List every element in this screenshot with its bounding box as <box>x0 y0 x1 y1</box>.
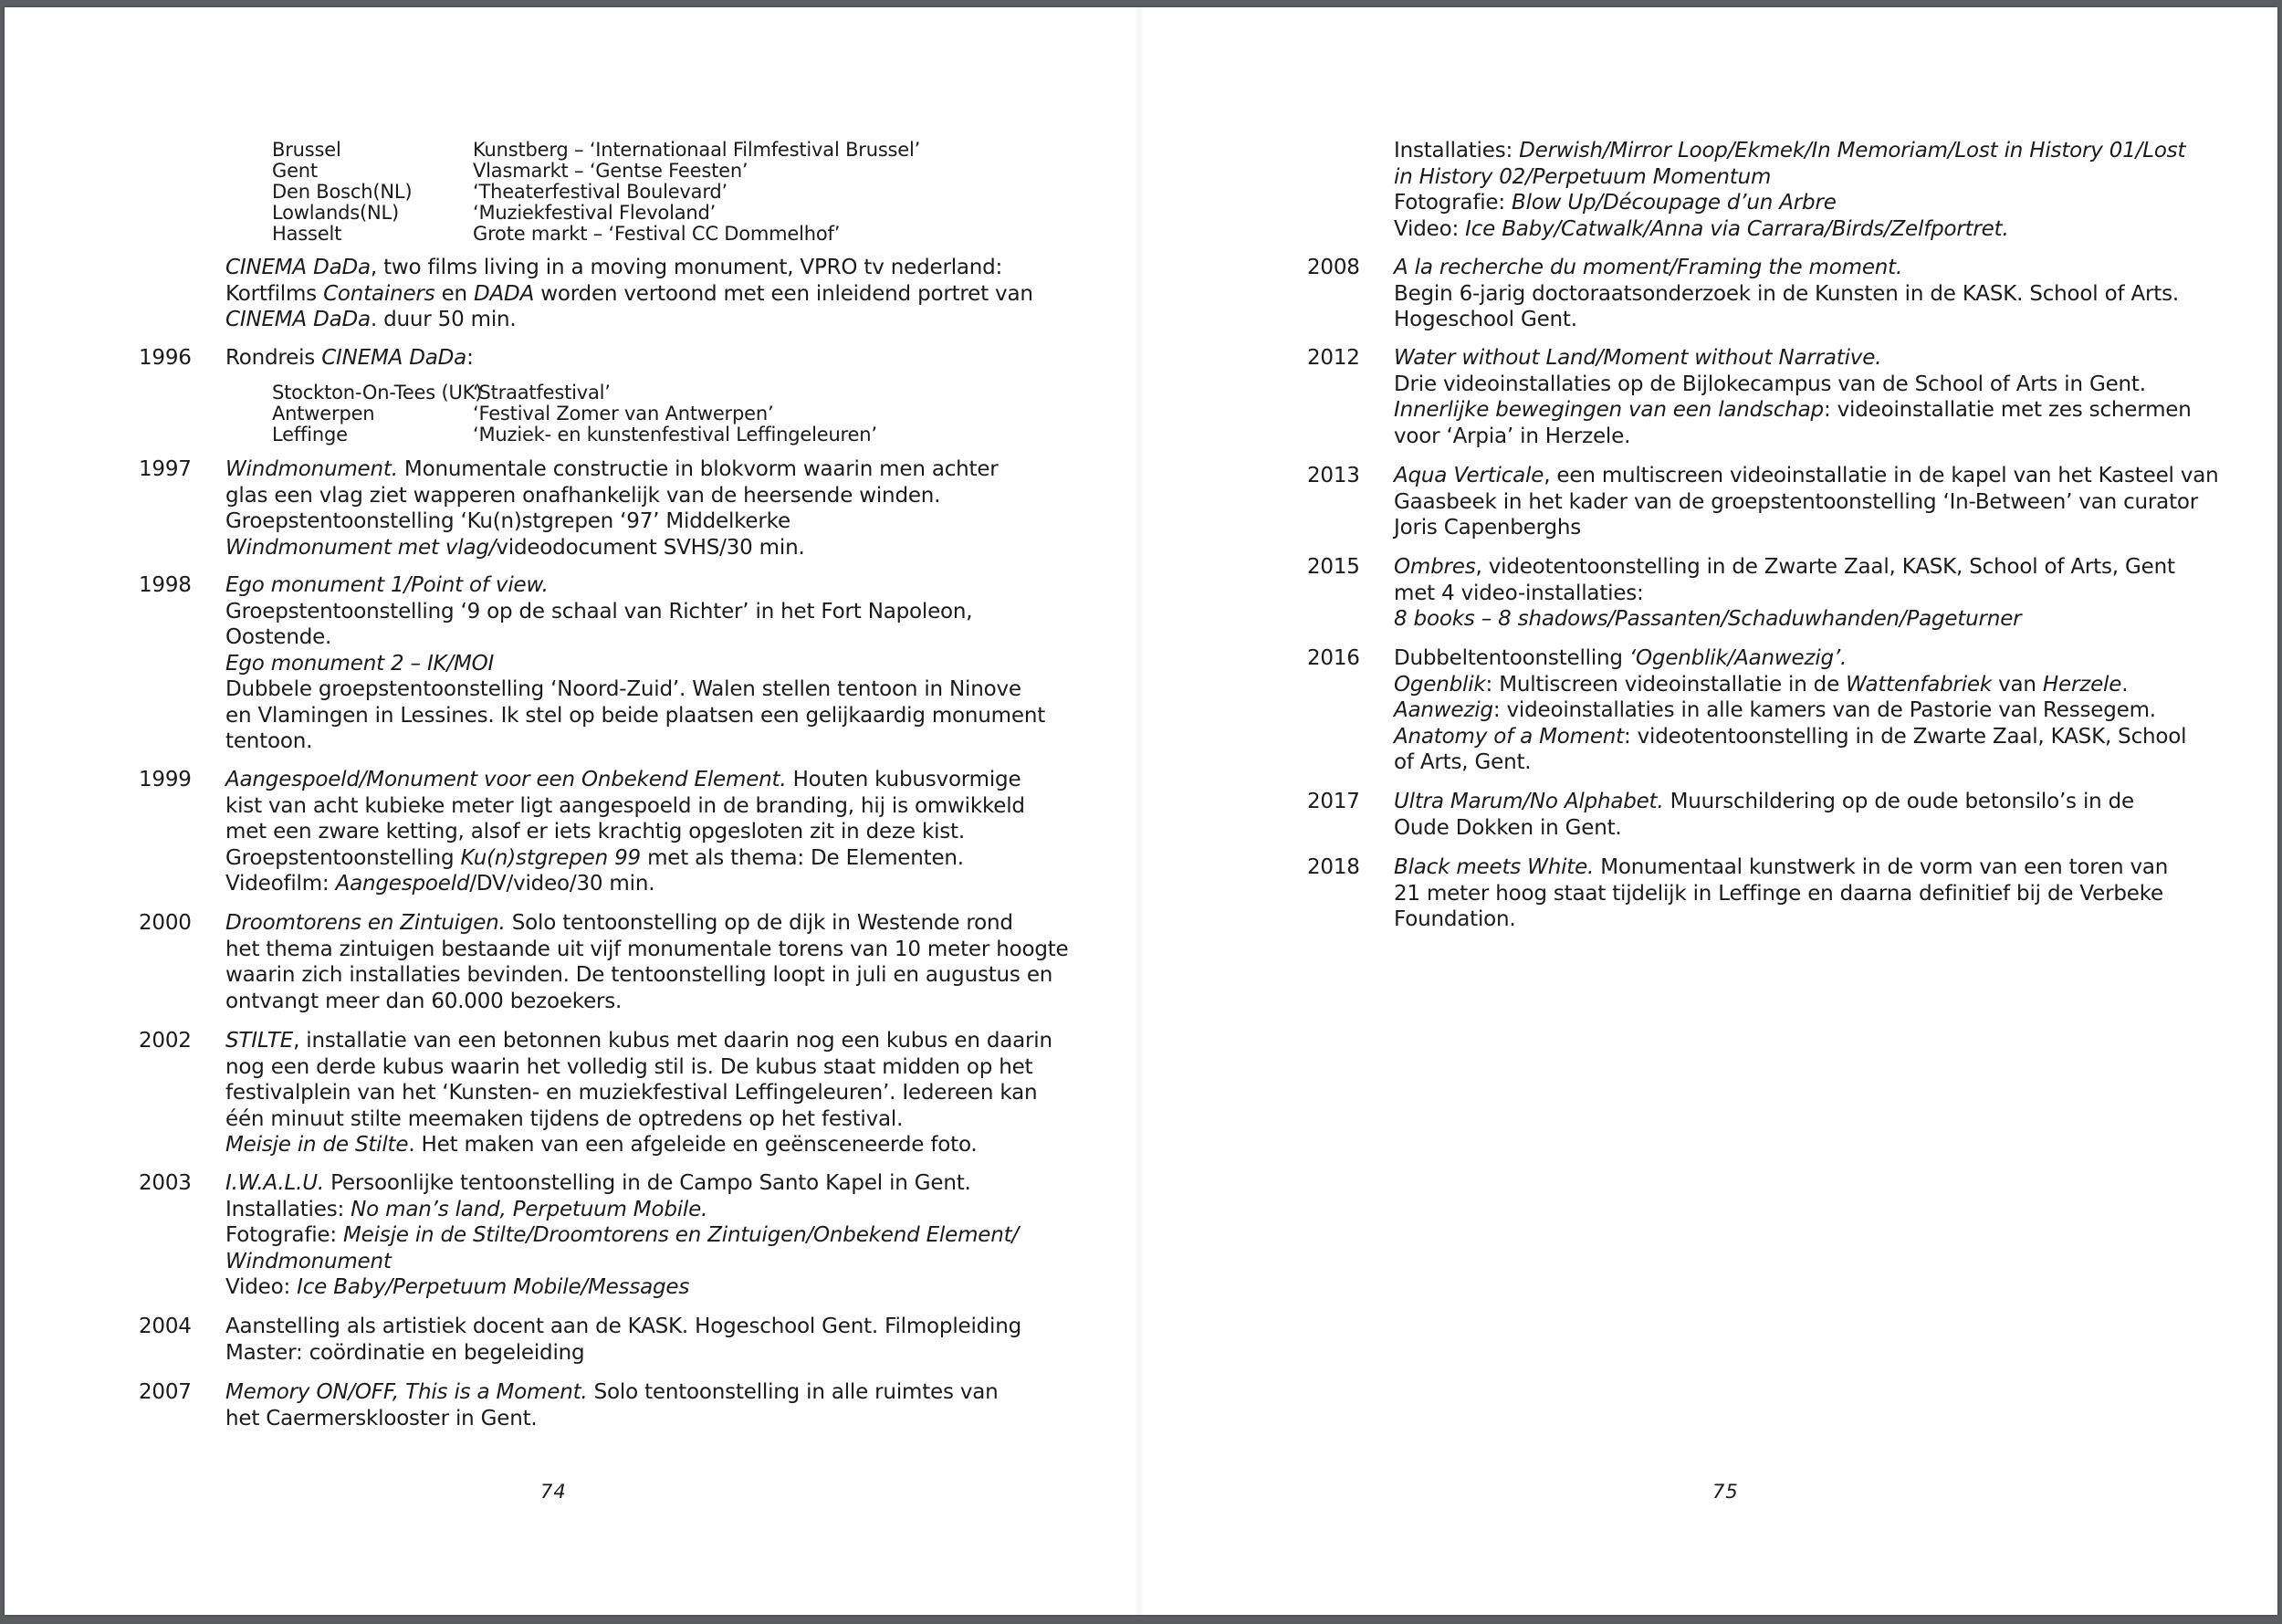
text: Persoonlijke tentoonstelling in de Campo Santo Kapel in Gent. <box>324 1171 971 1195</box>
entry-line <box>225 255 1033 281</box>
text: /DV/video/30 min. <box>469 872 655 896</box>
entry-year: 2003 <box>139 1171 192 1195</box>
entry-line <box>225 1379 999 1406</box>
entry-line <box>1394 190 2185 216</box>
italic-title: Innerlijke bewegingen van een landschap <box>1394 398 1824 422</box>
entry-year: 2000 <box>139 911 192 935</box>
entry-line <box>1394 463 2219 489</box>
text: Solo tentoonstelling in alle ruimtes van <box>587 1380 999 1404</box>
italic-title: Ogenblik <box>1394 672 1486 697</box>
entry-line <box>225 535 999 561</box>
italic-title: Blow Up/Découpage d’un Arbre <box>1512 191 1837 215</box>
text: Houten kubusvormige <box>786 768 1021 791</box>
entry-line <box>225 345 474 372</box>
entry-body <box>225 1170 1019 1301</box>
entry-line: Dubbele groepstentoonstelling ‘Noord-Zuid’. Walen stellen tentoon in Ninove <box>225 677 1021 701</box>
entry-line <box>225 1028 1052 1054</box>
text: met als thema: De Elementen. <box>640 845 964 870</box>
entry-line <box>225 456 999 483</box>
text: Dubbeltentoonstelling <box>1394 646 1629 670</box>
entry-body <box>225 1314 1021 1366</box>
entry-body <box>225 255 1033 333</box>
entry-line: of Arts, Gent. <box>1394 750 1532 774</box>
entry-year: 2008 <box>1307 256 1360 279</box>
italic-title: Derwish/Mirror Loop/Ekmek/In Memoriam/Lost in History 01/Lost <box>1519 139 2186 162</box>
text: Fotografie: <box>225 1223 344 1247</box>
entry-line: en Vlamingen in Lessines. Ik stel op beide plaatsen een gelijkaardig monument <box>225 703 1046 728</box>
italic-title: Meisje in de Stilte/Droomtorens en Zintuigen/Onbekend Element/ <box>343 1223 1019 1247</box>
text: , two films living in a moving monument, VPRO tv nederland: <box>370 256 1003 279</box>
entry-body <box>225 767 1025 897</box>
text: Video: <box>225 1275 298 1299</box>
entry-body <box>225 1379 999 1431</box>
entry-line: tentoon. <box>225 729 313 753</box>
entry-year: 2018 <box>1307 855 1360 879</box>
entry-body <box>1394 854 2168 933</box>
entry-year: 1996 <box>139 346 192 370</box>
italic-title: Wattenfabriek <box>1846 672 1993 697</box>
italic-title: CINEMA DaDa <box>225 308 371 331</box>
italic-title: Anatomy of a Moment <box>1394 724 1624 749</box>
entry-line <box>225 767 1025 793</box>
entry-line <box>225 1170 1019 1197</box>
entry-line: ontvangt meer dan 60.000 bezoekers. <box>225 989 623 1013</box>
entry-body <box>225 910 1069 1014</box>
entry-line <box>1394 554 2175 581</box>
entry-body <box>1394 345 2192 449</box>
entry-line <box>225 1197 1019 1223</box>
venue-event: ‘Festival Zomer van Antwerpen’ <box>473 403 774 424</box>
entry-year: 2004 <box>139 1315 192 1338</box>
venue-city: Brussel <box>272 139 341 161</box>
venue-event: Kunstberg – ‘Internationaal Filmfestival Brussel’ <box>473 139 921 161</box>
text: , een multiscreen videoinstallatie in de kapel van het Kasteel van <box>1544 464 2219 487</box>
italic-title: ‘Ogenblik/Aanwezig’. <box>1628 646 1848 670</box>
entry-line <box>225 281 1033 308</box>
entry-line <box>225 1222 1019 1249</box>
entry-line: 8 books – 8 shadows/Passanten/Schaduwhanden/Pageturner <box>1394 607 2022 631</box>
text: : videoinstallaties in alle kamers van de Pastorie van Ressegem. <box>1492 698 2156 722</box>
italic-title: CINEMA DaDa <box>321 346 467 370</box>
entry-line: Water without Land/Moment without Narrative. <box>1394 346 1882 370</box>
entry-year: 2015 <box>1307 555 1360 579</box>
text: . Het maken van een afgeleide en geënsceneerde foto. <box>408 1133 978 1157</box>
entry-line: Foundation. <box>1394 907 1516 931</box>
italic-title: Black meets White. <box>1394 855 1595 879</box>
text: . duur 50 min. <box>370 308 517 331</box>
entry-line: glas een vlag ziet wapperen onafhankelijk van de heersende winden. <box>225 483 941 508</box>
entry-line: waarin zich installaties bevinden. De tentoonstelling loopt in juli en augustus en <box>225 963 1053 987</box>
entry-line: kist van acht kubieke meter ligt aangespoeld in de branding, hij is omwikkeld <box>225 793 1025 818</box>
entry-line: Ego monument 1/Point of view. <box>225 573 549 597</box>
text: Groepstentoonstelling <box>225 845 461 870</box>
venue-event: ‘Straatfestival’ <box>473 382 611 403</box>
italic-title: DADA <box>474 281 535 306</box>
text: en <box>434 281 475 306</box>
entry-line: Groepstentoonstelling ‘Ku(n)stgrepen ‘97’ Middelkerke <box>225 509 790 533</box>
entry-line <box>1394 697 2186 724</box>
entry-line <box>225 1274 1019 1301</box>
left-page <box>0 0 1136 1624</box>
entry-line: Begin 6-jarig doctoraatsonderzoek in de Kunsten in de KASK. School of Arts. <box>1394 281 2179 306</box>
text: . <box>2121 672 2129 697</box>
entry-line: Gaasbeek in het kader van de groepstentoonstelling ‘In-Between’ van curator <box>1394 489 2199 514</box>
entry-line <box>1394 789 2134 815</box>
entry-body <box>1394 255 2179 333</box>
text: van <box>1992 672 2043 697</box>
italic-title: STILTE <box>225 1029 294 1053</box>
entry-line <box>1394 397 2192 424</box>
entry-line: voor ‘Arpia’ in Herzele. <box>1394 424 1631 448</box>
page-number-left: 74 <box>540 1481 567 1503</box>
italic-title: Ombres <box>1394 555 1476 579</box>
entry-line <box>225 1132 1052 1158</box>
text: : <box>466 346 474 370</box>
entry-line <box>1394 854 2168 881</box>
entry-line: het thema zintuigen bestaande uit vijf monumentale torens van 10 meter hoogte <box>225 937 1069 961</box>
text: Monumentale constructie in blokvorm waarin men achter <box>397 457 999 481</box>
page-number-right: 75 <box>1712 1481 1739 1503</box>
entry-line <box>1394 138 2185 164</box>
italic-title: Ku(n)stgrepen 99 <box>460 845 641 870</box>
text: : Multiscreen videoinstallatie in de <box>1485 672 1847 697</box>
italic-title: Aangespoeld <box>335 872 470 896</box>
entry-line: festivalplein van het ‘Kunsten- en muziekfestival Leffingeleuren’. Iedereen kan <box>225 1081 1038 1105</box>
text: Kortfilms <box>225 281 324 306</box>
text: videodocument SVHS/30 min. <box>496 535 805 560</box>
italic-title: Windmonument met vlag/ <box>225 535 497 560</box>
italic-title: Memory ON/OFF, This is a Moment. <box>225 1380 588 1404</box>
entry-year: 2013 <box>1307 464 1360 487</box>
entry-body <box>1394 463 2219 541</box>
text: , videotentoonstelling in de Zwarte Zaal, KASK, School of Arts, Gent <box>1475 555 2175 579</box>
text: Solo tentoonstelling op de dijk in Westende rond <box>505 911 1013 935</box>
entry-line: Joris Capenberghs <box>1394 516 1582 540</box>
entry-year: 2002 <box>139 1029 192 1053</box>
entry-year: 2017 <box>1307 790 1360 813</box>
entry-year: 1999 <box>139 768 192 791</box>
entry-body <box>1394 138 2185 242</box>
entry-body <box>225 1028 1052 1158</box>
italic-title: Containers <box>323 281 435 306</box>
entry-line: nog een derde kubus waarin het volledig stil is. De kubus staat midden op het <box>225 1054 1033 1079</box>
italic-title: I.W.A.L.U. <box>225 1171 325 1195</box>
italic-title: Ultra Marum/No Alphabet. <box>1394 790 1664 813</box>
venue-event: ‘Muziek- en kunstenfestival Leffingeleuren’ <box>473 424 877 445</box>
entry-body <box>225 572 1045 755</box>
entry-year: 2007 <box>139 1380 192 1404</box>
entry-line <box>1394 645 2186 672</box>
entry-line: Oude Dokken in Gent. <box>1394 815 1622 840</box>
venue-city: Gent <box>272 160 318 182</box>
entry-line: in History 02/Perpetuum Momentum <box>1394 164 1772 189</box>
entry-line: A la recherche du moment/Framing the moment. <box>1394 256 1903 279</box>
entry-year: 1997 <box>139 457 192 481</box>
text: Videofilm: <box>225 872 336 896</box>
text: , installatie van een betonnen kubus met daarin nog een kubus en daarin <box>293 1029 1052 1053</box>
entry-line: het Caermersklooster in Gent. <box>225 1406 538 1430</box>
entry-line: Master: coördinatie en begeleiding <box>225 1340 585 1365</box>
italic-title: Meisje in de Stilte <box>225 1133 409 1157</box>
entry-line: Oostende. <box>225 625 332 649</box>
venue-event: Vlasmarkt – ‘Gentse Feesten’ <box>473 160 748 182</box>
italic-title: Droomtorens en Zintuigen. <box>225 911 506 935</box>
italic-title: Aanwezig <box>1394 698 1493 722</box>
venue-city: Hasselt <box>272 223 342 245</box>
entry-year: 2012 <box>1307 346 1360 370</box>
entry-line: één minuut stilte meemaken tijdens de optredens op het festival. <box>225 1106 904 1131</box>
entry-year: 2016 <box>1307 646 1360 670</box>
entry-line <box>225 307 1033 333</box>
venue-city: Stockton-On-Tees (UK) <box>272 382 483 403</box>
entry-line <box>1394 216 2185 243</box>
text: : videoinstallatie met zes schermen <box>1823 398 2192 422</box>
italic-title: Herzele <box>2042 672 2122 697</box>
venue-city: Antwerpen <box>272 403 375 424</box>
entry-line <box>225 871 1025 897</box>
entry-line: Aanstelling als artistiek docent aan de KASK. Hogeschool Gent. Filmopleiding <box>225 1315 1022 1338</box>
text: Monumentaal kunstwerk in de vorm van een toren van <box>1594 855 2169 879</box>
entry-line: met een zware ketting, alsof er iets krachtig opgesloten zit in deze kist. <box>225 820 965 843</box>
entry-line: Drie videoinstallaties op de Bijlokecampus van de School of Arts in Gent. <box>1394 372 2146 396</box>
italic-title: Aangespoeld/Monument voor een Onbekend Element. <box>225 768 787 791</box>
entry-line <box>225 910 1069 937</box>
text: Installaties: <box>225 1197 351 1221</box>
right-page <box>1141 0 2277 1624</box>
entry-line <box>1394 672 2186 698</box>
entry-year: 1998 <box>139 573 192 597</box>
entry-line: Ego monument 2 – IK/MOI <box>225 651 495 676</box>
entry-line: Windmonument <box>225 1249 392 1273</box>
venue-event: Grote markt – ‘Festival CC Dommelhof’ <box>473 223 841 245</box>
italic-title: Ice Baby/Catwalk/Anna via Carrara/Birds/Zelfportret. <box>1465 216 2009 241</box>
entry-body <box>1394 645 2186 776</box>
text: Rondreis <box>225 346 322 370</box>
text: Installaties: <box>1394 139 1520 162</box>
italic-title: No man’s land, Perpetuum Mobile. <box>351 1197 708 1221</box>
venue-city: Lowlands(NL) <box>272 202 400 224</box>
venue-city: Den Bosch(NL) <box>272 181 413 203</box>
entry-line: Groepstentoonstelling ‘9 op de schaal van Richter’ in het Fort Napoleon, <box>225 599 973 623</box>
italic-title: Aqua Verticale <box>1394 464 1544 487</box>
entry-line: Hogeschool Gent. <box>1394 308 1577 331</box>
entry-body <box>225 345 474 372</box>
text: worden vertoond met een inleidend portret van <box>534 281 1033 306</box>
entry-line <box>1394 724 2186 750</box>
entry-body <box>1394 554 2175 633</box>
entry-line: met 4 video-installaties: <box>1394 581 1644 605</box>
venue-city: Leffinge <box>272 424 348 445</box>
entry-body <box>1394 789 2134 841</box>
venue-event: ‘Muziekfestival Flevoland’ <box>473 202 717 224</box>
text: Fotografie: <box>1394 191 1513 215</box>
text: Video: <box>1394 216 1466 241</box>
entry-line <box>225 845 1025 872</box>
venue-event: ‘Theaterfestival Boulevard’ <box>473 181 728 203</box>
entry-line: 21 meter hoog staat tijdelijk in Leffinge en daarna definitief bij de Verbeke <box>1394 881 2163 906</box>
text: Muurschildering op de oude betonsilo’s in de <box>1663 790 2134 813</box>
italic-title: CINEMA DaDa <box>225 256 371 279</box>
entry-body <box>225 456 999 561</box>
italic-title: Ice Baby/Perpetuum Mobile/Messages <box>297 1275 690 1299</box>
text: : videotentoonstelling in de Zwarte Zaal, KASK, School <box>1623 724 2187 749</box>
italic-title: Windmonument. <box>225 457 398 481</box>
